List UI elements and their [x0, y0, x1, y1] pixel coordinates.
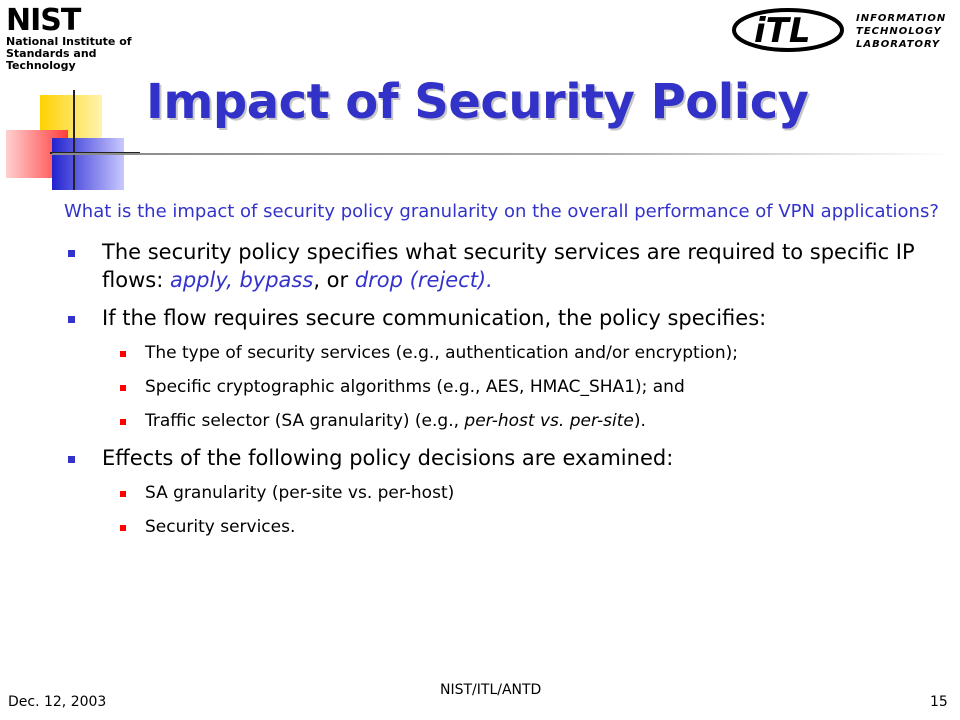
square-bullet-icon: [68, 316, 75, 323]
itl-caption-line2: TECHNOLOGY: [856, 26, 942, 37]
square-bullet-icon: [120, 419, 126, 425]
slide-title: Impact of Security Policy: [146, 74, 809, 130]
itl-logo-caption: [856, 12, 946, 51]
square-bullet-icon: [120, 351, 126, 357]
subbullet-security-services-type: [64, 342, 944, 364]
subbullet-text: Specific cryptographic algorithms (e.g., AES, HMAC_SHA1); and: [145, 377, 685, 397]
square-bullet-icon: [120, 525, 126, 531]
square-bullet-icon: [120, 385, 126, 391]
bullet-text: The security policy specifies what security services are required to specific IP flows:: [102, 240, 915, 292]
bullet-effects-examined: [64, 444, 944, 472]
itl-caption-line1: INFORMATION: [856, 13, 947, 24]
bullet-text: Effects of the following policy decisions are examined:: [102, 446, 674, 470]
nist-logo-wordmark: NIST: [6, 3, 81, 38]
lead-question: What is the impact of security policy granularity on the overall performance of VPN applications?: [64, 201, 939, 222]
subbullet-text: The type of security services (e.g., authentication and/or encryption);: [145, 343, 738, 363]
bullet-text: If the flow requires secure communication, the policy specifies:: [102, 306, 767, 330]
bullet-policy-specifies: [64, 238, 944, 294]
subbullet-text: SA granularity (per-site vs. per-host): [145, 483, 455, 503]
subbullet-text-end: ).: [633, 411, 646, 431]
nist-logo: [6, 3, 156, 72]
nist-logo-line1: National Institute of: [6, 35, 132, 48]
square-bullet-icon: [120, 491, 126, 497]
per-host-per-site-text: per-host vs. per-site: [464, 411, 634, 431]
nist-logo-line2: Standards and Technology: [6, 47, 97, 72]
drop-reject-text: drop (reject).: [354, 268, 493, 292]
footer-page-number: 15: [930, 694, 948, 710]
subbullet-text: Traffic selector (SA granularity) (e.g.,: [145, 411, 465, 431]
subbullet-crypto-algorithms: [64, 376, 944, 398]
subbullet-sa-granularity: [64, 482, 944, 504]
footer-center: NIST/ITL/ANTD: [440, 682, 542, 698]
subbullet-text: Security services.: [145, 517, 296, 537]
slide-body: [64, 200, 944, 550]
bullet-secure-communication: [64, 304, 944, 332]
decorative-squares: [0, 90, 140, 200]
deco-blue-square: [52, 138, 124, 190]
bullet-text-connector: , or: [313, 268, 355, 292]
apply-bypass-text: apply, bypass: [169, 268, 314, 292]
subbullet-traffic-selector: [64, 410, 944, 432]
square-bullet-icon: [68, 250, 75, 257]
footer-date: Dec. 12, 2003: [8, 694, 107, 710]
subbullet-security-services: [64, 516, 944, 538]
square-bullet-icon: [68, 456, 75, 463]
itl-caption-line3: LABORATORY: [856, 39, 941, 50]
title-divider: [52, 153, 952, 155]
itl-logo-text: iTL: [754, 11, 811, 51]
